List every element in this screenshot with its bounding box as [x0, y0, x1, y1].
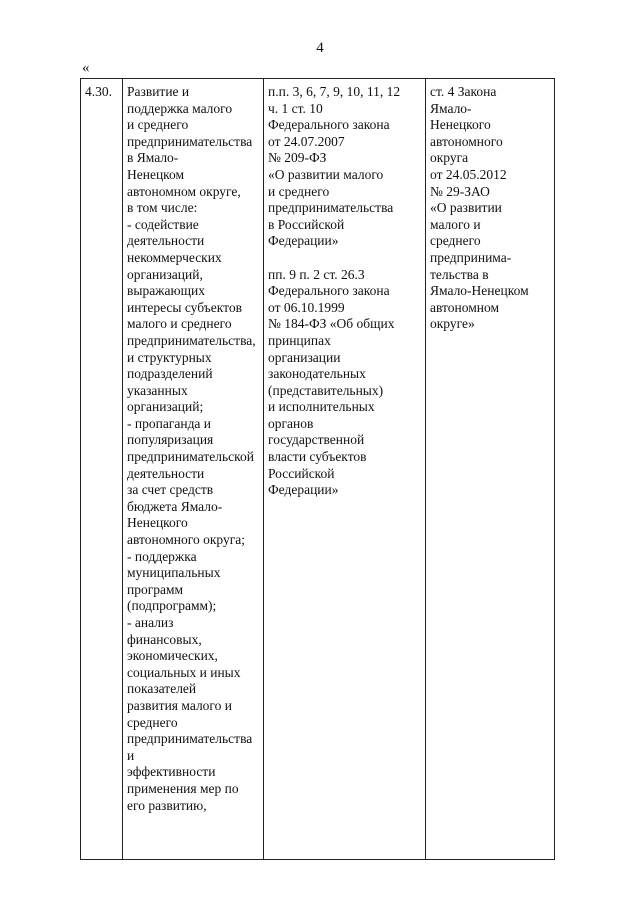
table-row — [81, 79, 555, 860]
authority-description-cell: Развитие и поддержка малого и среднего предпринимательства в Ямало- Ненецком автономном округе, в том числе: - содействие деятельности некоммерческих организаций, выражающих интересы субъектов малого и среднего предпринимательства, и структурных подразделений указанных организаций; - пропаганда и популяризация предпринимательской деятельности за счет средств бюджета Ямало- Ненецкого автономного округа; - поддержка муниципальных программ (подпрограмм); - анализ финансовых, экономических, социальных и иных показателей развития малого и среднего предпринимательства и эффективности применения мер по его развитию, — [123, 79, 264, 860]
row-number-cell: 4.30. — [81, 79, 123, 860]
federal-law-basis-cell: п.п. 3, 6, 7, 9, 10, 11, 12 ч. 1 ст. 10 Федерального закона от 24.07.2007 № 209-ФЗ «О развитии малого и среднего предпринимательства в Российской Федерации» пп. 9 п. 2 ст. 26.3 Федерального закона от 06.10.1999 № 184-ФЗ «Об общих принципах организации законодательных (представительных) и исполнительных органов государственной власти субъектов Российской Федерации» — [264, 79, 426, 860]
regional-law-basis-cell: ст. 4 Закона Ямало- Ненецкого автономного округа от 24.05.2012 № 29-ЗАО «О развитии малого и среднего предпринима- тельства в Ямало-Ненецком автономном округе» — [426, 79, 555, 860]
page-number: 4 — [316, 40, 324, 56]
opening-quote-mark: « — [82, 60, 90, 76]
legal-basis-table — [80, 78, 555, 860]
